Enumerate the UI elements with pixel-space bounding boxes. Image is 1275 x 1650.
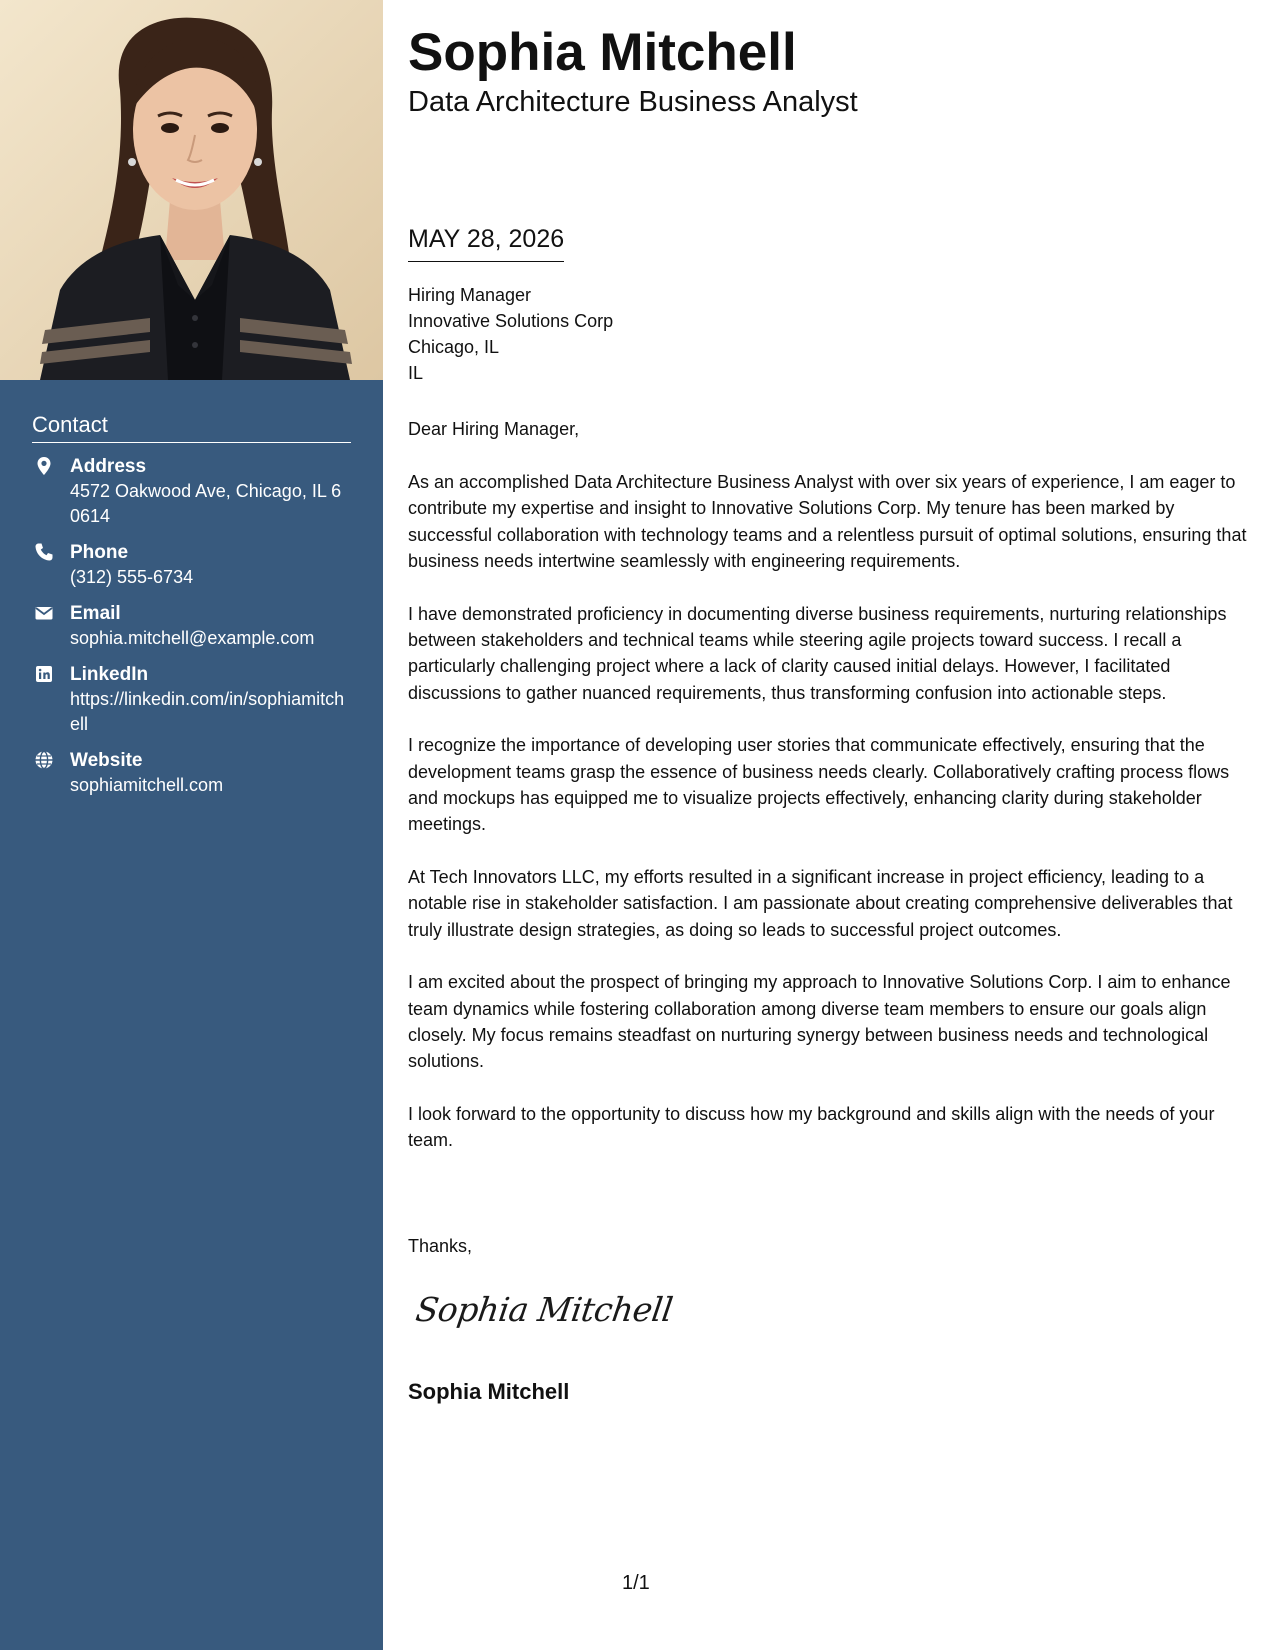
envelope-icon xyxy=(34,603,54,623)
globe-icon xyxy=(34,750,54,770)
recipient-line: Chicago, IL xyxy=(408,337,500,357)
contact-section xyxy=(32,412,351,798)
signature: Sophia Mitchell xyxy=(413,1290,675,1329)
contact-heading: Contact xyxy=(32,412,351,443)
paragraph: At Tech Innovators LLC, my efforts resulted in a significant increase in project efficiency, leading to a notable rise in stakeholder satisfaction. I am passionate about creating comprehensive deliverables that truly illustrate design strategies, as doing so leads to successful project outcomes. xyxy=(408,866,1233,940)
address-value: 4572 Oakwood Ave, Chicago, IL 60614 xyxy=(70,481,342,527)
phone-value[interactable]: (312) 555-6734 xyxy=(70,567,194,588)
job-title: Data Architecture Business Analyst xyxy=(408,86,858,118)
contact-label: Address xyxy=(70,456,147,478)
contact-phone xyxy=(32,541,351,590)
linkedin-value[interactable]: https://linkedin.com/in/sophiamitchell xyxy=(70,689,345,735)
sidebar xyxy=(0,0,383,1650)
letter-paragraphs xyxy=(408,469,1252,1180)
paragraph: I am excited about the prospect of bringing my approach to Innovative Solutions Corp. I aim to enhance team dynamics while fostering collaboration among diverse team members to ensure our goals align closely. My focus remains steadfast on nurturing synergy between business needs and technological solutions. xyxy=(408,972,1231,1072)
page-number: 1/1 xyxy=(622,1572,650,1594)
greeting: Dear Hiring Manager, xyxy=(408,419,580,439)
phone-icon xyxy=(34,542,54,562)
contact-email xyxy=(32,602,351,651)
contact-linkedin xyxy=(32,663,351,737)
paragraph: I have demonstrated proficiency in documenting diverse business requirements, nurturing relationships between stakeholders and technical teams while steering agile projects toward success. I recall a particularly challenging project where a lack of clarity caused initial delays. However, I facilitated discussions to gather nuanced requirements, thus transforming confusion into actionable steps. xyxy=(408,603,1227,703)
contact-label: Website xyxy=(70,750,143,772)
linkedin-icon xyxy=(34,664,54,684)
applicant-name: Sophia Mitchell xyxy=(408,23,797,82)
recipient-line: Innovative Solutions Corp xyxy=(408,311,614,331)
email-value[interactable]: sophia.mitchell@example.com xyxy=(70,628,315,649)
recipient-line: IL xyxy=(408,363,424,383)
contact-label: Phone xyxy=(70,542,129,564)
contact-label: Email xyxy=(70,603,121,625)
recipient-block xyxy=(408,282,613,386)
contact-website xyxy=(32,749,351,798)
paragraph: As an accomplished Data Architecture Business Analyst with over six years of experience, I am eager to contribute my expertise and insight to Innovative Solutions Corp. My tenure has been marked by successful collaboration with technology teams and a relentless pursuit of optimal solutions, ensuring that business needs intertwine seamlessly with engineering requirements. xyxy=(408,472,1247,572)
paragraph: I look forward to the opportunity to discuss how my background and skills align with the needs of your team. xyxy=(408,1103,1215,1151)
letter-date: MAY 28, 2026 xyxy=(408,223,564,262)
contact-label: LinkedIn xyxy=(70,664,149,686)
profile-photo xyxy=(0,0,383,380)
closing: Thanks, xyxy=(408,1236,473,1256)
website-value[interactable]: sophiamitchell.com xyxy=(70,775,224,796)
paragraph: I recognize the importance of developing user stories that communicate effectively, ensuring that the development teams grasp the essence of business needs clearly. Collaboratively crafting process flows and mockups has equipped me to visualize projects effectively, enhancing clarity during stakeholder meetings. xyxy=(408,735,1230,835)
map-pin-icon xyxy=(34,456,54,476)
recipient-line: Hiring Manager xyxy=(408,285,532,305)
contact-address xyxy=(32,455,351,529)
signer-name: Sophia Mitchell xyxy=(408,1379,570,1404)
